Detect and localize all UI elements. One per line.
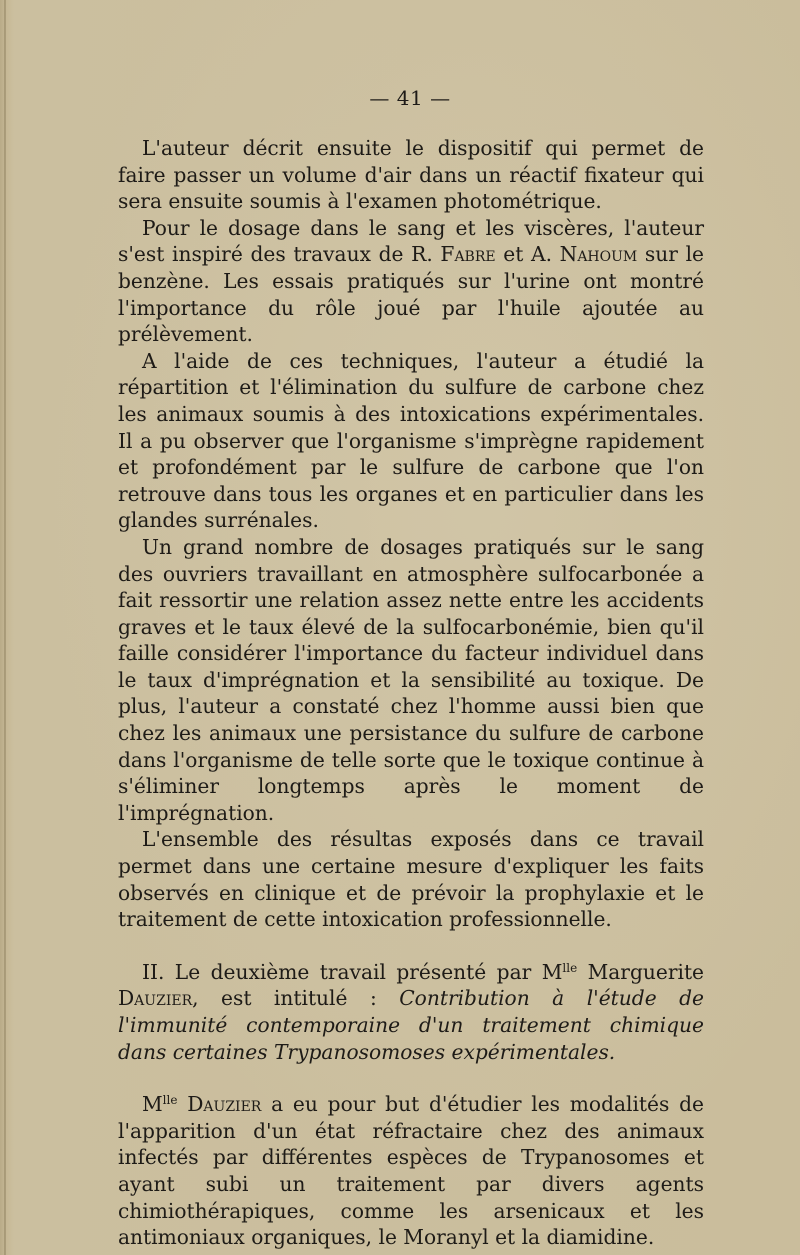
paragraph-text: et — [495, 242, 531, 267]
paragraph-device-description: L'auteur décrit ensuite le dispositif qui permet de faire passer un volume d'air dans un réactif fixateur qui sera ensuite soumis à l'examen photométrique. — [118, 136, 704, 214]
author-name: Dauzier — [187, 1092, 262, 1117]
paragraph-text: , est intitulé : — [192, 986, 400, 1011]
paragraph-distribution-study: A l'aide de ces techniques, l'auteur a étudié la répartition et l'élimination du sulfure de carbone chez les animaux soumis à des intoxications expérimentales. Il a pu observer que l'organisme s'imprègne rapidement et profondément par le sulfure de carbone que l'on retrouve dans tous les organes et en particulier dans les glandes surrénales. — [118, 348, 704, 533]
paragraph-text: M — [142, 1092, 163, 1117]
author-name: Dauzier — [118, 986, 193, 1011]
paragraph-text: Marguerite — [577, 959, 704, 984]
paragraph-second-work — [118, 959, 704, 1065]
paragraph-worker-dosages: Un grand nombre de dosages pratiqués sur le sang des ouvriers travaillant en atmosphère sulfocarbonée a fait ressortir une relation assez nette entre les accidents graves et le taux élevé de la sulfocarbonémie, bien qu'il faille considérer l'importance du facteur individuel dans le taux d'imprégnation et la sensibilité au toxique. De plus, l'auteur a constaté chez l'homme aussi bien que chez les animaux une persistance du sulfure de carbone dans l'organisme de telle sorte que le toxique continue à s'éliminer longtemps après le moment de l'imprégnation. — [118, 534, 704, 825]
body-text — [118, 135, 704, 1251]
paragraph-text — [177, 1092, 187, 1116]
paragraph-results-summary: L'ensemble des résultas exposés dans ce travail permet dans une certaine mesure d'expliquer les faits observés en clinique et de prévoir la prophylaxie et le traitement de cette intoxication professionnelle. — [118, 827, 704, 932]
paragraph-text: II. Le deuxième travail présenté par M — [142, 959, 563, 984]
title-superscript: lle — [562, 960, 578, 975]
paragraph-dauzier-aim — [118, 1091, 704, 1251]
paragraph-text: Pour le dosage dans le sang et les viscères, l'auteur s'est inspiré des travaux de — [118, 215, 704, 267]
author-name: A. Nahoum — [531, 242, 638, 267]
work-title: Contribution à l'étude de l'immunité contemporaine d'un traitement chimique dans certaines Trypanosomoses expérimentales. — [118, 986, 704, 1064]
paragraph-text: sur le benzène. Les essais pratiqués sur l'urine ont montré l'importance du rôle joué par l'huile ajoutée au prélèvement. — [118, 242, 705, 347]
title-superscript: lle — [162, 1093, 178, 1108]
page-number: — 41 — — [369, 86, 451, 110]
author-name: R. Fabre — [411, 242, 496, 267]
paragraph-blood-dosage — [118, 215, 704, 348]
paragraph-text: a eu pour but d'étudier les modalités de l'apparition d'un état réfractaire chez des animaux infectés par différentes espèces de Trypanosomes et ayant subi un traitement par divers agents chimiothérapiques, comme les arsenicaux et les antimoniaux organiques, le Moranyl et la diamidine. — [118, 1092, 704, 1250]
